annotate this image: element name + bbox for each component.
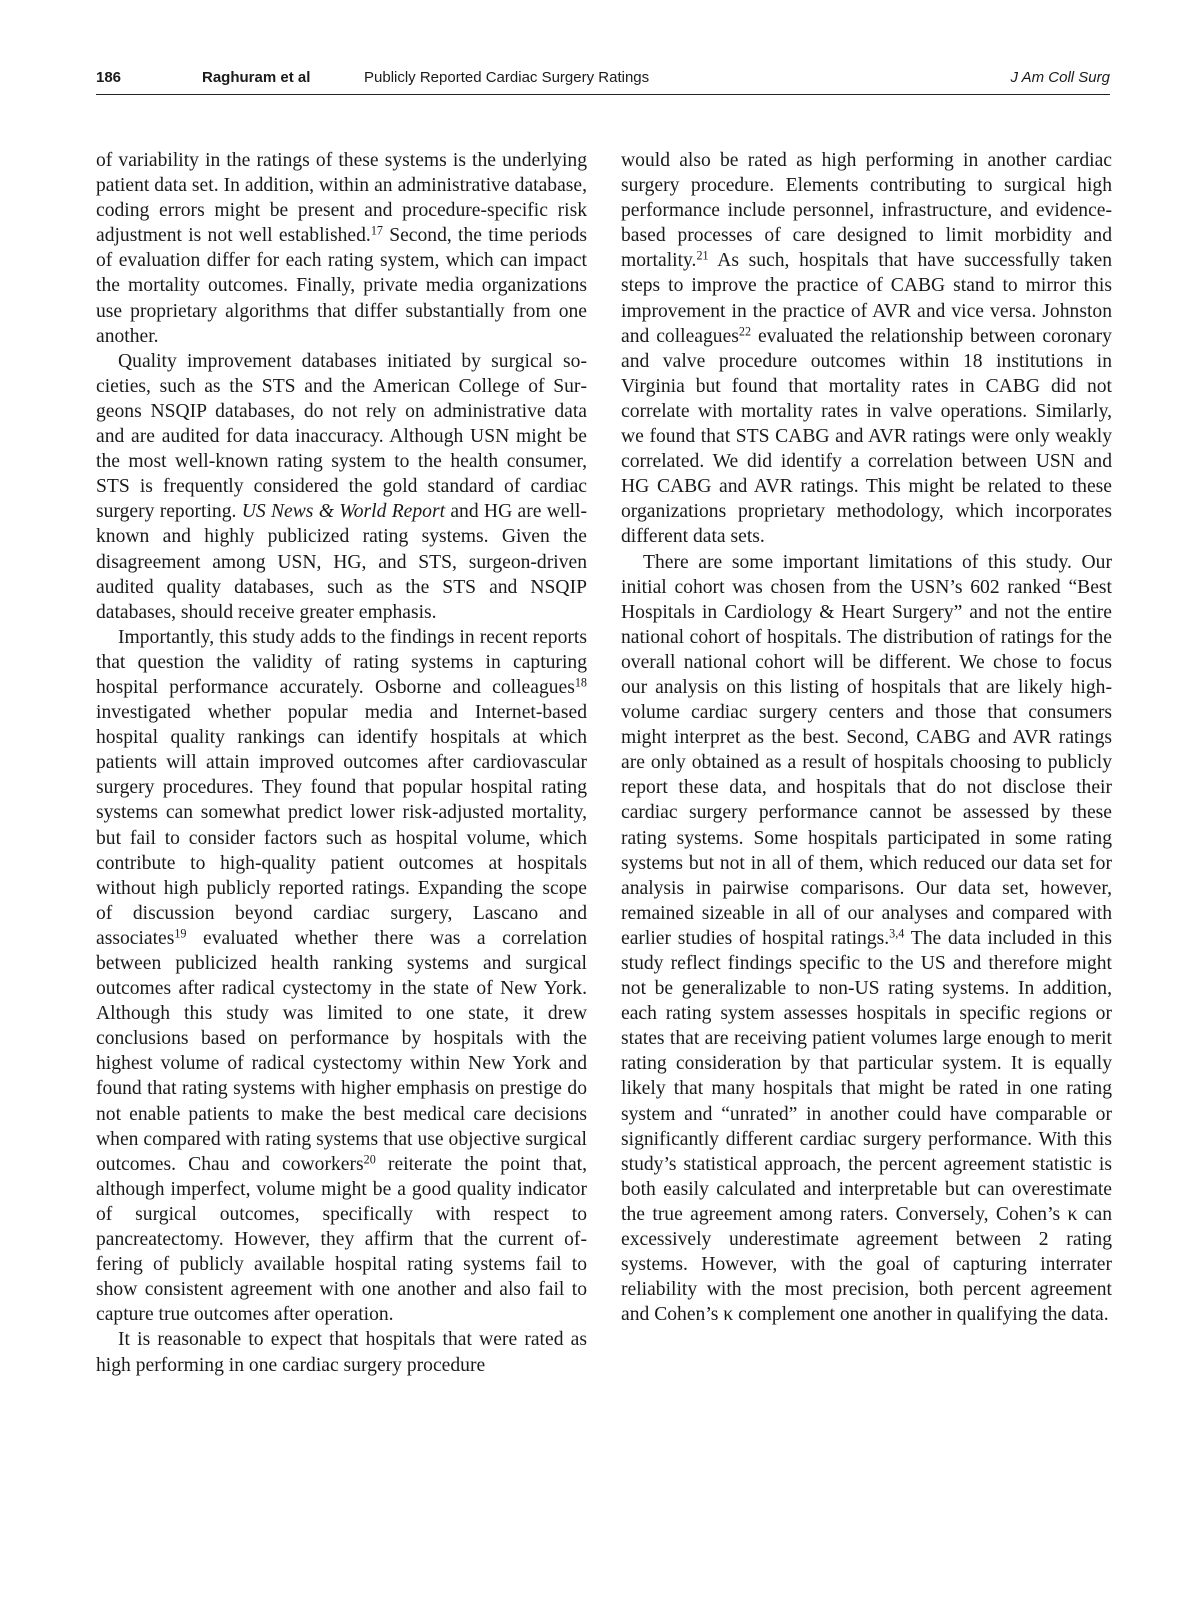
- running-title: Publicly Reported Cardiac Surgery Ratings: [364, 69, 650, 86]
- running-authors: Raghuram et al: [202, 69, 311, 86]
- text-run: reiterate the point that, although imperfect, volume might be a good quality indicator of surgical outcomes, specifically with respect to pancreatectomy. However, they affirm that the current offering of publicly available hospital rating systems fail to show consistent agreement with one another and also fail to capture true outcomes after operation.: [96, 1153, 587, 1326]
- reference-18: 18: [574, 675, 587, 690]
- text-run: of variability in the ratings of these systems is the underlying patient data set. In addition, within an administrative database, coding errors might be present and procedure-specific risk adjustment is not well established.: [96, 150, 587, 247]
- reference-21: 21: [696, 248, 709, 263]
- text-run: As such, hospitals that have successfully taken steps to improve the practice of CABG stand to mirror this improvement in the practice of AVR and vice versa. Johnston and colleagues: [621, 250, 1112, 347]
- reference-20: 20: [363, 1152, 376, 1167]
- paragraph: [96, 148, 587, 349]
- paragraph: [621, 550, 1112, 1328]
- text-run: Second, the time periods of evaluation differ for each rating system, which can impact the mortality outcomes. Finally, private media organizations use proprietary algorithms that differ substantially from one another.: [96, 225, 587, 347]
- reference-22: 22: [738, 323, 752, 338]
- running-header: [96, 66, 1110, 95]
- left-column: [96, 148, 587, 1378]
- text-run: investigated whether popular media and Internet-based hospital quality rankings can identify hospitals at which patients will attain improved outcomes after cardiovascular surgery procedures. They found that popular hospital rating systems can somewhat predict lower risk-adjusted mortality, but fail to consider factors such as hospital volume, which contribute to high-quality patient outcomes at hospitals without high publicly reported ratings. Expanding the scope of discussion beyond cardiac surgery, Lascano and associates: [96, 702, 587, 949]
- text-run: There are some important limitations of this study. Our initial cohort was chosen from the USN’s 602 ranked “Best Hospitals in Cardiology & Heart Surgery” and not the entire national cohort of hospitals. The distribution of ratings for the overall national cohort will be different. We chose to focus our analysis on this listing of hospitals that are likely high-volume cardiac surgery centers and those that consumers might interpret as the best. Second, CABG and AVR ratings are only obtained as a result of hospitals choosing to publicly report these data, and hospitals that do not disclose their cardiac surgery performance cannot be assessed by these rating systems. Some hospitals participated in some rating systems but not in all of them, which reduced our data set for analysis in pairwise comparisons. Our data set, however, remained sizeable in all of our analyses and compared with earlier studies of hospital ratings.: [621, 551, 1112, 949]
- text-run: would also be rated as high performing in another cardiac surgery procedure. Elements contributing to surgical high performance include personnel, infrastructure, and evidence-based processes of care designed to limit morbidity and mortality.: [621, 150, 1112, 272]
- reference-3-4: 3,4: [889, 926, 905, 941]
- text-run: The data included in this study reflect findings specific to the US and therefore might not be generalizable to non-US rating systems. In addition, each rating system assesses hospitals in specific regions or states that are receiving patient volumes large enough to merit rating consideration by that particular system. It is equally likely that many hospitals that might be rated in one rating system and “unrated” in another could have comparable or significantly different cardiac surgery performance. With this study’s statistical approach, the percent agreement statistic is both easily calculated and interpretable but can overestimate the true agreement among raters. Conversely, Cohen’s κ can excessively underestimate agreement between 2 rating systems. However, with the goal of capturing interrater reliability with the most precision, both percent agreement and Cohen’s κ complement one another in qualifying the data.: [621, 927, 1112, 1326]
- journal-name: J Am Coll Surg: [1010, 69, 1110, 86]
- reference-17: 17: [370, 223, 383, 238]
- paragraph: [621, 148, 1112, 550]
- text-run: and HG are well-known and highly publicized rating systems. Given the disagreement among USN, HG, and STS, surgeon-driven audited quality databases, such as the STS and NSQIP databases, should receive greater emphasis.: [96, 501, 587, 623]
- paragraph: [96, 625, 587, 1328]
- paragraph: [96, 349, 587, 625]
- page-number: 186: [96, 69, 122, 86]
- right-column: [621, 148, 1112, 1327]
- text-run: It is reasonable to expect that hospitals that were rated as high performing in one cardiac surgery procedure: [96, 1329, 587, 1376]
- paragraph: [96, 1327, 587, 1377]
- text-run: Importantly, this study adds to the findings in recent reports that question the validity of rating systems in capturing hospital performance accurately. Osborne and colleagues: [96, 626, 587, 698]
- italic-title: US News & World Report: [241, 501, 446, 523]
- text-run: evaluated whether there was a correlation between publicized health ranking systems and surgical outcomes after radical cystectomy in the state of New York. Although this study was limited to one state, it drew conclusions based on performance by hospitals with the highest volume of radical cystectomy within New York and found that rating systems with higher emphasis on prestige do not enable patients to make the best medical care decisions when compared with rating systems that use objective surgical outcomes. Chau and coworkers: [96, 927, 587, 1175]
- reference-19: 19: [174, 926, 187, 941]
- text-run: Quality improvement databases initiated by surgical societies, such as the STS and the American College of Surgeons NSQIP databases, do not rely on administrative data and are audited for data inaccuracy. Although USN might be the most well-known rating system to the health consumer, STS is frequently considered the gold standard of cardiac surgery reporting.: [96, 350, 587, 523]
- text-run: evaluated the relationship between coronary and valve procedure outcomes within 18 institutions in Virginia but found that mortality rates in CABG did not correlate with mortality rates in valve operations. Similarly, we found that STS CABG and AVR ratings were only weakly correlated. We did identify a correlation between USN and HG CABG and AVR ratings. This might be related to these organizations proprietary methodology, which incorporates different data sets.: [621, 325, 1112, 548]
